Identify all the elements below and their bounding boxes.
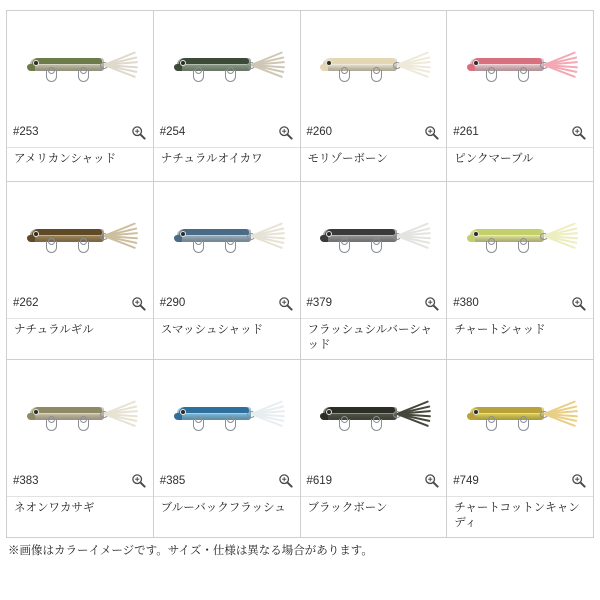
lure-image[interactable] (447, 11, 593, 117)
treble-hook-front (46, 419, 57, 431)
treble-hook-front (46, 70, 57, 82)
lure-image[interactable] (301, 11, 447, 117)
color-variation-cell[interactable] (447, 11, 594, 182)
color-name: ネオンワカサギ (14, 501, 95, 514)
grid-row (7, 360, 594, 538)
lure-image[interactable] (154, 11, 300, 117)
color-code: #380 (453, 297, 479, 309)
treble-hook-rear (518, 241, 529, 253)
treble-hook-rear (78, 70, 89, 82)
tail-feather (397, 221, 433, 251)
lure-image[interactable] (7, 360, 153, 466)
magnifier-icon[interactable] (571, 125, 586, 140)
treble-hook-front (193, 70, 204, 82)
lure-image[interactable] (7, 182, 153, 288)
lure-illustration (16, 205, 144, 265)
treble-hook-rear (371, 241, 382, 253)
color-variation-grid (6, 10, 594, 538)
tail-feather (251, 399, 287, 429)
color-code: #260 (306, 126, 333, 138)
lure-illustration (163, 34, 291, 94)
lure-illustration (309, 34, 437, 94)
color-name: チャートシャッド (454, 324, 546, 336)
lure-image[interactable] (447, 360, 593, 466)
grid-row (7, 11, 594, 182)
color-name-row (154, 147, 300, 181)
color-name: ナチュラルギル (14, 324, 94, 336)
treble-hook-front (46, 241, 57, 253)
color-name-row (301, 147, 447, 181)
color-code: #261 (453, 126, 479, 138)
lure-eye (473, 409, 479, 415)
color-name-row (154, 318, 300, 352)
lure-back-stripe (32, 229, 102, 235)
code-row (154, 288, 300, 318)
lure-image[interactable] (154, 360, 300, 466)
code-row (301, 288, 447, 318)
color-variation-cell[interactable] (447, 182, 594, 360)
lure-back-stripe (325, 58, 395, 64)
code-row (447, 466, 593, 496)
magnifier-icon[interactable] (131, 296, 146, 311)
code-row (154, 466, 300, 496)
code-row (447, 288, 593, 318)
lure-eye (33, 409, 39, 415)
color-name: フラッシュシルバーシャッド (307, 324, 432, 351)
code-row (154, 117, 300, 147)
color-variation-cell[interactable] (154, 11, 301, 182)
magnifier-icon[interactable] (278, 125, 293, 140)
lure-illustration (16, 34, 144, 94)
treble-hook-rear (225, 70, 236, 82)
color-name-row (154, 496, 300, 530)
magnifier-icon[interactable] (424, 296, 439, 311)
color-variation-cell[interactable] (447, 360, 594, 538)
treble-hook-rear (225, 419, 236, 431)
color-name: アメリカンシャッド (14, 153, 117, 165)
color-name: ナチュラルオイカワ (160, 153, 263, 165)
lure-back-stripe (179, 407, 249, 413)
magnifier-icon[interactable] (424, 125, 439, 140)
color-name-row (301, 318, 447, 359)
treble-hook-front (339, 70, 350, 82)
code-row (301, 466, 447, 496)
color-name-row (447, 147, 593, 181)
color-name: ブラックボーン (307, 501, 388, 514)
lure-back-stripe (32, 58, 102, 64)
color-name-row (447, 318, 593, 352)
magnifier-icon[interactable] (131, 125, 146, 140)
lure-back-stripe (472, 229, 542, 235)
treble-hook-rear (371, 419, 382, 431)
lure-back-stripe (179, 58, 249, 64)
tail-feather (397, 50, 433, 80)
grid-row (7, 182, 594, 360)
tail-feather (544, 399, 580, 429)
color-variation-cell[interactable] (154, 360, 301, 538)
color-name: ブルーバックフラッシュ (160, 501, 286, 514)
color-code: #619 (306, 474, 333, 487)
color-code: #385 (159, 474, 186, 487)
color-variation-cell[interactable] (301, 360, 448, 538)
tail-feather (544, 50, 580, 80)
lure-back-stripe (325, 229, 395, 235)
color-name-row (7, 147, 153, 181)
magnifier-icon[interactable] (131, 473, 146, 488)
tail-feather (104, 221, 140, 251)
lure-eye (33, 60, 39, 66)
magnifier-icon[interactable] (278, 296, 293, 311)
treble-hook-front (486, 241, 497, 253)
lure-illustration (163, 383, 291, 443)
color-code: #253 (13, 126, 39, 138)
lure-image[interactable] (7, 11, 153, 117)
color-name: モリゾーボーン (307, 153, 388, 165)
color-variation-cell[interactable] (7, 360, 154, 538)
magnifier-icon[interactable] (571, 296, 586, 311)
treble-hook-rear (518, 70, 529, 82)
code-row (7, 466, 153, 496)
lure-illustration (16, 383, 144, 443)
color-code: #383 (13, 474, 39, 487)
tail-feather (544, 221, 580, 251)
lure-back-stripe (325, 407, 395, 413)
magnifier-icon[interactable] (278, 473, 293, 488)
tail-feather (251, 50, 287, 80)
lure-image[interactable] (301, 360, 447, 466)
treble-hook-rear (78, 419, 89, 431)
magnifier-icon[interactable] (424, 473, 439, 488)
color-name-row (447, 496, 593, 537)
lure-eye (180, 60, 186, 66)
color-code: #379 (306, 297, 333, 309)
color-variation-cell[interactable] (154, 182, 301, 360)
lure-back-stripe (32, 407, 102, 413)
lure-illustration (163, 205, 291, 265)
treble-hook-rear (78, 241, 89, 253)
lure-eye (180, 409, 186, 415)
color-code: #749 (453, 474, 479, 487)
tail-feather (397, 399, 433, 429)
lure-illustration (456, 205, 584, 265)
color-name-row (7, 496, 153, 530)
treble-hook-front (486, 419, 497, 431)
color-name: スマッシュシャッド (160, 324, 264, 336)
treble-hook-rear (371, 70, 382, 82)
lure-eye (33, 231, 39, 237)
lure-image[interactable] (301, 182, 447, 288)
color-variation-cell[interactable] (301, 182, 448, 360)
color-code: #290 (159, 297, 186, 309)
color-name: ピンクマーブル (454, 153, 534, 165)
treble-hook-rear (225, 241, 236, 253)
lure-back-stripe (472, 58, 542, 64)
color-name-row (7, 318, 153, 352)
lure-illustration (309, 383, 437, 443)
magnifier-icon[interactable] (571, 473, 586, 488)
treble-hook-front (193, 419, 204, 431)
color-code: #262 (13, 297, 39, 309)
treble-hook-front (339, 419, 350, 431)
treble-hook-front (486, 70, 497, 82)
code-row (7, 117, 153, 147)
treble-hook-front (339, 241, 350, 253)
color-variation-cell[interactable] (7, 11, 154, 182)
lure-back-stripe (472, 407, 542, 413)
lure-illustration (309, 205, 437, 265)
tail-feather (104, 399, 140, 429)
tail-feather (104, 50, 140, 80)
treble-hook-front (193, 241, 204, 253)
code-row (301, 117, 447, 147)
color-code: #254 (159, 126, 186, 138)
lure-illustration (456, 383, 584, 443)
footnote-text: ※画像はカラーイメージです。サイズ・仕様は異なる場合があります。 (8, 545, 373, 557)
color-variation-cell[interactable] (301, 11, 448, 182)
treble-hook-rear (518, 419, 529, 431)
lure-illustration (456, 34, 584, 94)
color-name: チャートコットンキャンディ (454, 501, 580, 529)
tail-feather (251, 221, 287, 251)
lure-back-stripe (179, 229, 249, 235)
lure-eye (180, 231, 186, 237)
color-name-row (301, 496, 447, 530)
lure-image[interactable] (447, 182, 593, 288)
code-row (7, 288, 153, 318)
color-variation-cell[interactable] (7, 182, 154, 360)
code-row (447, 117, 593, 147)
lure-image[interactable] (154, 182, 300, 288)
